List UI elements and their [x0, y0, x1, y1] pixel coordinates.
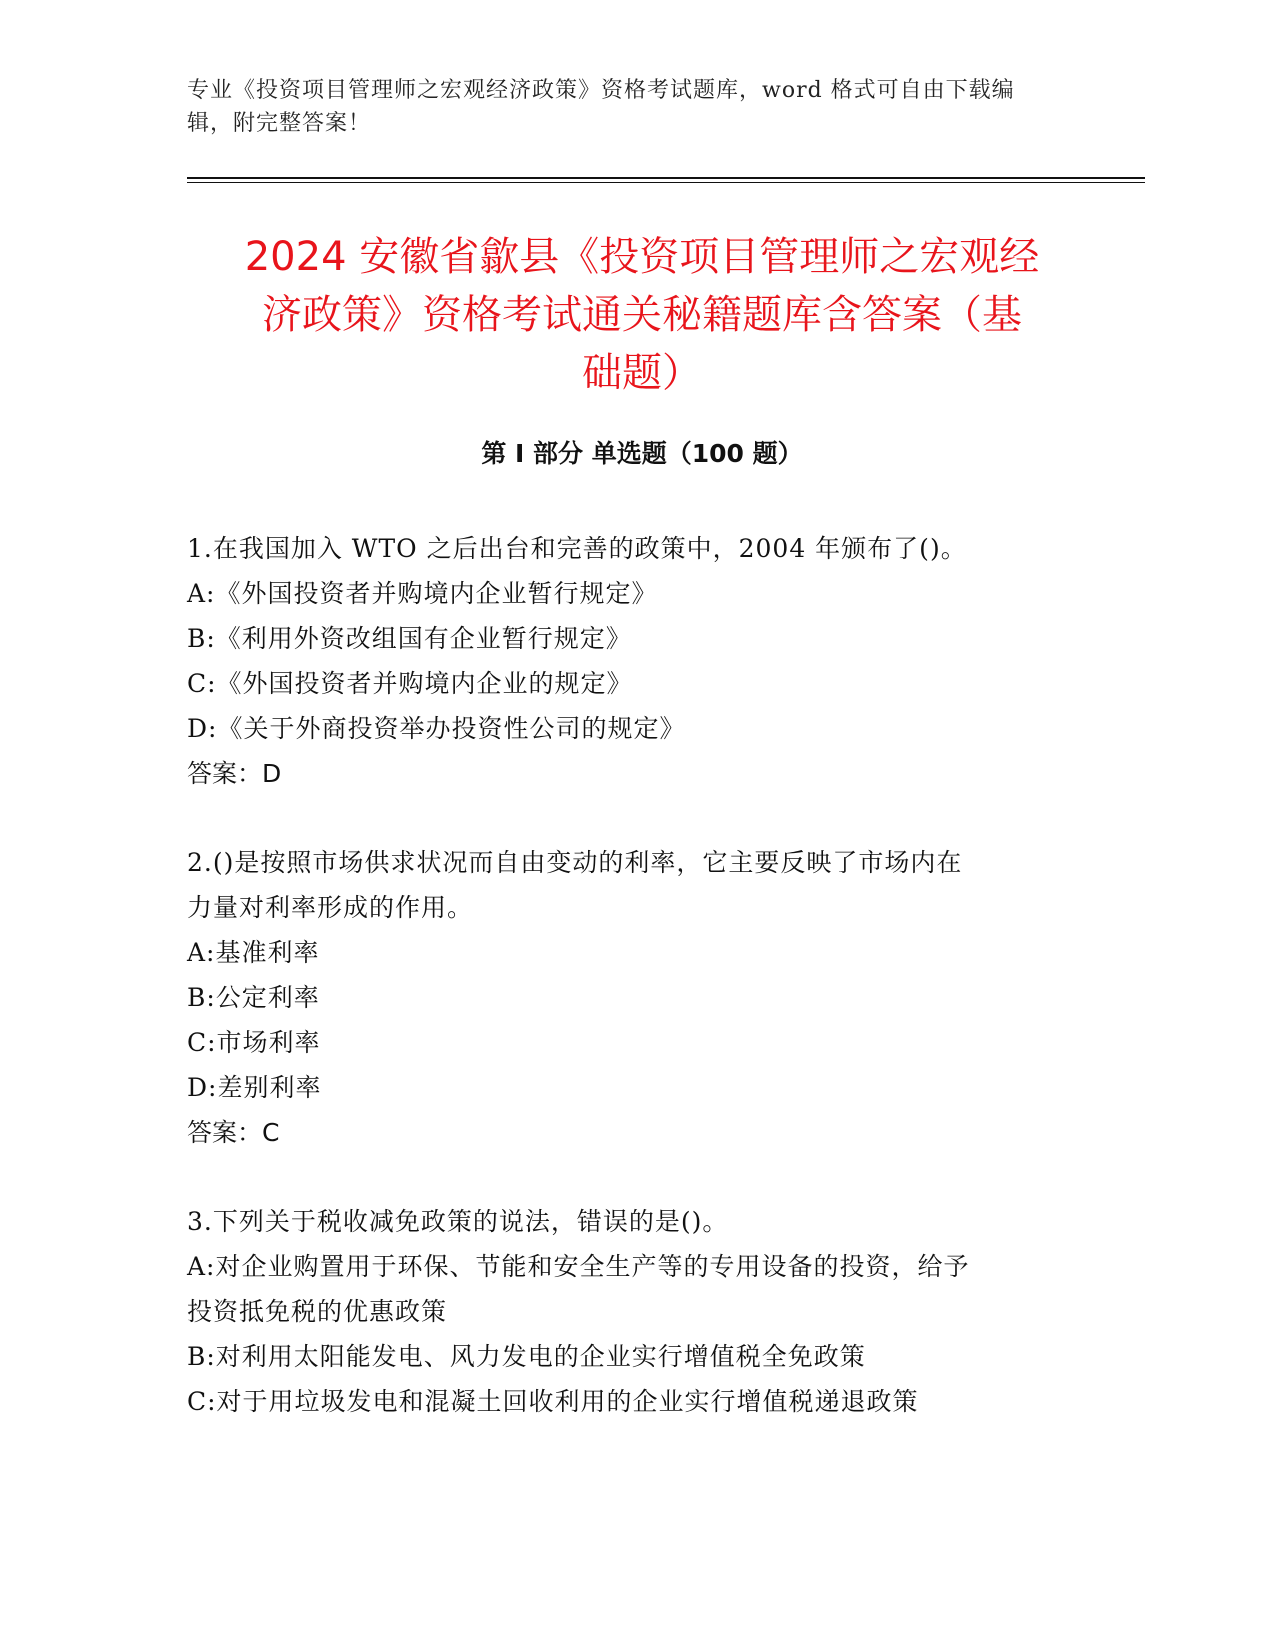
document-title: [187, 228, 1097, 402]
option-d: D:差别利率: [187, 1073, 322, 1102]
answer-label: 答案：D: [187, 759, 282, 788]
option-c: C:《外国投资者并购境内企业的规定》: [187, 669, 633, 698]
option-a: A:基准利率: [187, 938, 320, 967]
option-c: C:对于用垃圾发电和混凝土回收利用的企业实行增值税递退政策: [187, 1387, 919, 1416]
option-d: D:《关于外商投资举办投资性公司的规定》: [187, 714, 686, 743]
question-2: [187, 840, 1067, 1155]
title-line: 济政策》资格考试通关秘籍题库含答案（基: [262, 292, 1022, 338]
question-stem: 3.下列关于税收减免政策的说法，错误的是()。: [187, 1207, 729, 1236]
option-b: B:《利用外资改组国有企业暂行规定》: [187, 624, 632, 653]
question-3: [187, 1199, 1067, 1424]
option-a-continued: 投资抵免税的优惠政策: [187, 1297, 448, 1326]
header-divider: [187, 177, 1145, 179]
title-line: 2024 安徽省歙县《投资项目管理师之宏观经: [244, 234, 1040, 280]
question-list: [187, 526, 1067, 1468]
question-1: [187, 526, 1067, 796]
header-note-line: 专业《投资项目管理师之宏观经济政策》资格考试题库，word 格式可自由下载编: [187, 78, 1015, 103]
question-stem-continued: 力量对利率形成的作用。: [187, 893, 474, 922]
question-stem: 1.在我国加入 WTO 之后出台和完善的政策中，2004 年颁布了()。: [187, 534, 967, 563]
option-c: C:市场利率: [187, 1028, 321, 1057]
option-a: A:对企业购置用于环保、节能和安全生产等的专用设备的投资，给予: [187, 1252, 970, 1281]
title-line: 础题）: [582, 350, 702, 396]
section-title: 第 I 部分 单选题（100 题）: [481, 439, 803, 468]
header-divider-thin: [187, 182, 1145, 183]
header-note: [187, 74, 1067, 140]
option-b: B:对利用太阳能发电、风力发电的企业实行增值税全免政策: [187, 1342, 866, 1371]
option-a: A:《外国投资者并购境内企业暂行规定》: [187, 579, 658, 608]
header-note-line: 辑，附完整答案！: [187, 111, 372, 136]
option-b: B:公定利率: [187, 983, 320, 1012]
question-stem: 2.()是按照市场供求状况而自由变动的利率，它主要反映了市场内在: [187, 848, 963, 877]
answer-label: 答案：C: [187, 1118, 280, 1147]
